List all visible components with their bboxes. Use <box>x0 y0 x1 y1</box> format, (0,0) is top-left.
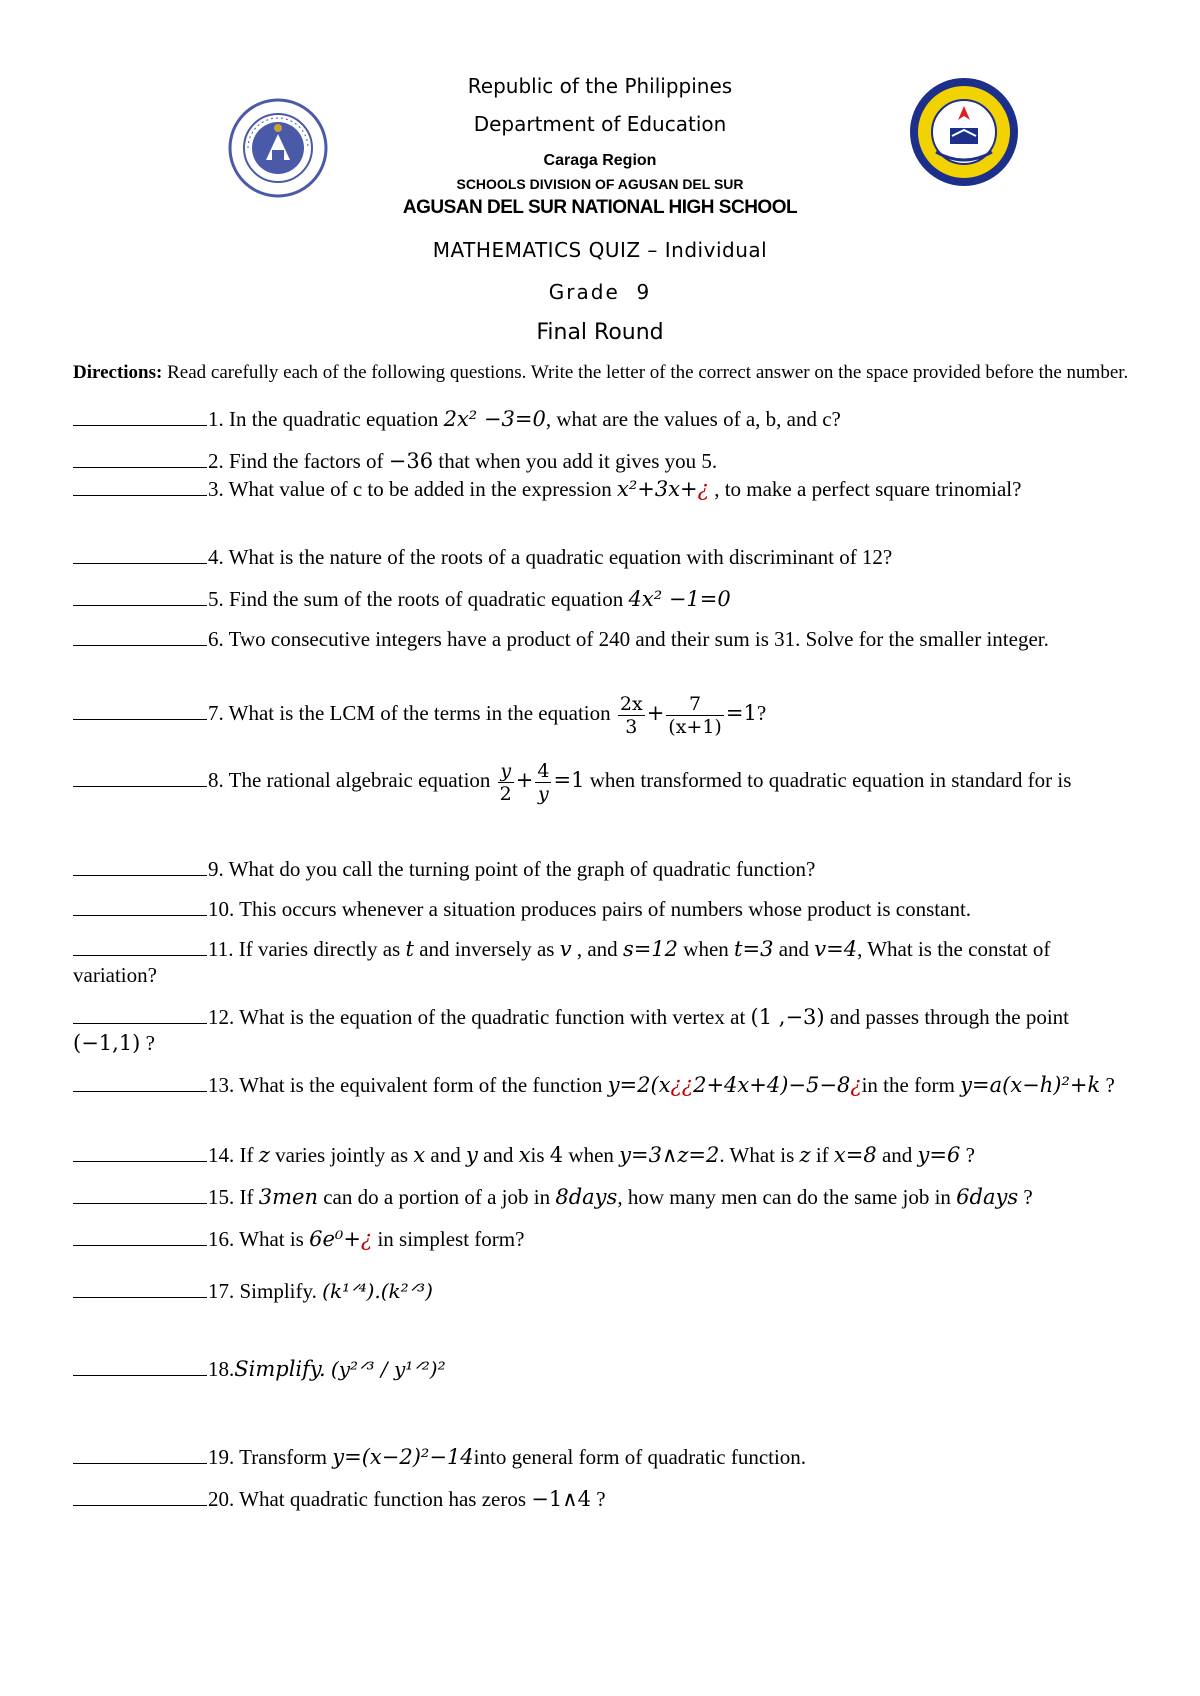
answer-blank-5[interactable] <box>73 587 207 606</box>
answer-blank-9[interactable] <box>73 857 207 876</box>
header-republic: Republic of the Philippines <box>467 74 733 98</box>
answer-blank-19[interactable] <box>73 1445 207 1464</box>
q7-fraction-2: $\frac{7}{(x+1)}$ <box>668 692 722 738</box>
question-15: 15. If 3men can do a portion of a job in 8days, how many men can do the same job in 6days ? <box>73 1184 1138 1210</box>
question-10: 10. This occurs whenever a situation produces pairs of numbers whose product is constant. <box>73 896 1138 922</box>
answer-blank-7[interactable] <box>73 701 207 720</box>
answer-blank-15[interactable] <box>73 1185 207 1204</box>
question-20: 20. What quadratic function has zeros −1∧4 ? <box>73 1486 1138 1512</box>
header-school: AGUSAN DEL SUR NATIONAL HIGH SCHOOL <box>402 197 798 218</box>
directions-text: Read carefully each of the following questions. Write the letter of the correct answer on the space provided before the number. <box>162 362 1129 383</box>
question-19: 19. Transform y=(x−2)²−14into general form of quadratic function. <box>73 1444 1138 1470</box>
header-division: SCHOOLS DIVISION OF AGUSAN DEL SUR <box>456 176 744 192</box>
answer-blank-13[interactable] <box>73 1073 207 1092</box>
question-14: 14. If z varies jointly as x and y and xis 4 when y=3∧z=2. What is z if x=8 and y=6 ? <box>73 1142 1138 1168</box>
answer-blank-12[interactable] <box>73 1005 207 1024</box>
question-3: 3. What value of c to be added in the expression x²+3x+¿ , to make a perfect square trinomial? <box>73 476 1138 502</box>
header-department: Department of Education <box>473 112 727 136</box>
answer-blank-11[interactable] <box>73 937 207 956</box>
question-1: 1. In the quadratic equation 2x² −3=0, what are the values of a, b, and c? <box>73 406 1138 432</box>
answer-blank-10[interactable] <box>73 897 207 916</box>
question-6: 6. Two consecutive integers have a product of 240 and their sum is 31. Solve for the smaller integer. <box>73 626 1138 652</box>
answer-blank-8[interactable] <box>73 768 207 787</box>
question-12: 12. What is the equation of the quadratic function with vertex at (1 ,−3) and passes through the point (−1,1) ? <box>73 1005 1069 1055</box>
question-2: 2. Find the factors of −36 that when you add it gives you 5. <box>73 448 1138 474</box>
round-label: Final Round <box>536 320 664 345</box>
header-region: Caraga Region <box>543 152 657 169</box>
q8-fraction-1: $\frac{y}{2}$ <box>499 759 512 805</box>
answer-blank-6[interactable] <box>73 627 207 646</box>
question-5: 5. Find the sum of the roots of quadratic equation 4x² −1=0 <box>73 586 1138 612</box>
answer-blank-16[interactable] <box>73 1227 207 1246</box>
directions <box>73 360 1133 385</box>
answer-blank-18[interactable] <box>73 1357 207 1376</box>
question-8: 8. The rational algebraic equation $\frac{y}{2}$ + $\frac{4}{y}$ =1 when transformed to quadratic equation in standard for is <box>73 756 1138 805</box>
directions-label: Directions: <box>73 362 163 383</box>
quiz-title: MATHEMATICS QUIZ – Individual <box>432 238 768 262</box>
q8-fraction-2: $\frac{4}{y}$ <box>537 759 550 805</box>
answer-blank-2[interactable] <box>73 449 207 468</box>
answer-blank-4[interactable] <box>73 545 207 564</box>
q7-fraction-1: $\frac{2x}{3}$ <box>619 692 643 738</box>
answer-blank-3[interactable] <box>73 477 207 496</box>
grade-label: Grade 9 <box>548 280 652 304</box>
answer-blank-1[interactable] <box>73 407 207 426</box>
question-9: 9. What do you call the turning point of the graph of quadratic function? <box>73 856 1138 882</box>
question-16: 16. What is 6e⁰+¿ in simplest form? <box>73 1226 1138 1252</box>
question-13: 13. What is the equivalent form of the function y=2(x¿¿2+4x+4)−5−8¿in the form y=a(x−h)²+k ? <box>73 1072 1138 1098</box>
question-18: 18.Simplify. (y²ᐟ³ / y¹ᐟ²)² <box>73 1356 1138 1382</box>
question-11: 11. If varies directly as t and inversely as v , and s=12 when t=3 and v=4, What is the constat of variation? <box>73 937 1051 987</box>
question-4: 4. What is the nature of the roots of a quadratic equation with discriminant of 12? <box>73 544 1138 570</box>
question-17: 17. Simplify. (k¹ᐟ⁴).(k²ᐟ³) <box>73 1278 1138 1304</box>
answer-blank-17[interactable] <box>73 1279 207 1298</box>
answer-blank-20[interactable] <box>73 1487 207 1506</box>
question-7: 7. What is the LCM of the terms in the equation $\frac{2x}{3}$ + $\frac{7}{(x+1)}$ =1? <box>73 688 1138 738</box>
answer-blank-14[interactable] <box>73 1143 207 1162</box>
